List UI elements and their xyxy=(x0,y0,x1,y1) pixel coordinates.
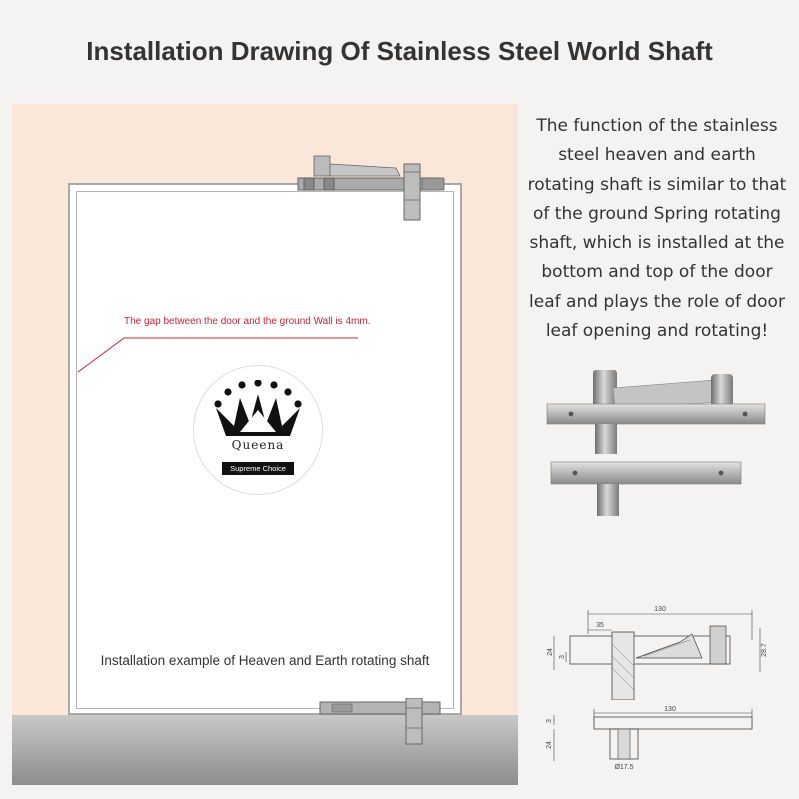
brand-logo xyxy=(193,365,323,495)
dim-top-right-height: 28.7 xyxy=(761,643,768,657)
gap-leader-line xyxy=(76,334,366,378)
top-pivot-illustration xyxy=(296,150,456,222)
dim-top-width: 130 xyxy=(654,606,666,613)
dim-top-left-height: 24 xyxy=(547,648,554,656)
dim-bottom-small: 3 xyxy=(546,719,553,723)
logo-tagline: Supreme Choice xyxy=(222,462,294,475)
dim-top-offset: 35 xyxy=(596,622,604,629)
product-description: The function of the stainless steel heaven and earth rotating shaft is similar to that of the ground Spring rotating shaft, which is installed at the bottom and top of the door leaf and plays the role of door leaf opening and rotating! xyxy=(527,116,787,342)
pivot-hinge-product xyxy=(545,362,770,522)
dim-bottom-height: 24 xyxy=(546,741,553,749)
crown-icon xyxy=(208,380,308,438)
dim-top-small: 3 xyxy=(559,655,566,659)
dim-bottom-width: 130 xyxy=(664,706,676,713)
top-pivot-technical-drawing xyxy=(540,600,770,700)
page-title: Installation Drawing Of Stainless Steel World Shaft xyxy=(86,36,713,66)
installation-caption: Installation example of Heaven and Earth rotating shaft xyxy=(100,653,430,668)
dim-bottom-diameter: Ø17.5 xyxy=(614,764,634,771)
bottom-pivot-illustration xyxy=(318,698,458,746)
gap-note: The gap between the door and the ground Wall is 4mm. xyxy=(124,316,371,327)
logo-name: Queena xyxy=(231,438,285,452)
bottom-pivot-technical-drawing xyxy=(540,703,770,775)
